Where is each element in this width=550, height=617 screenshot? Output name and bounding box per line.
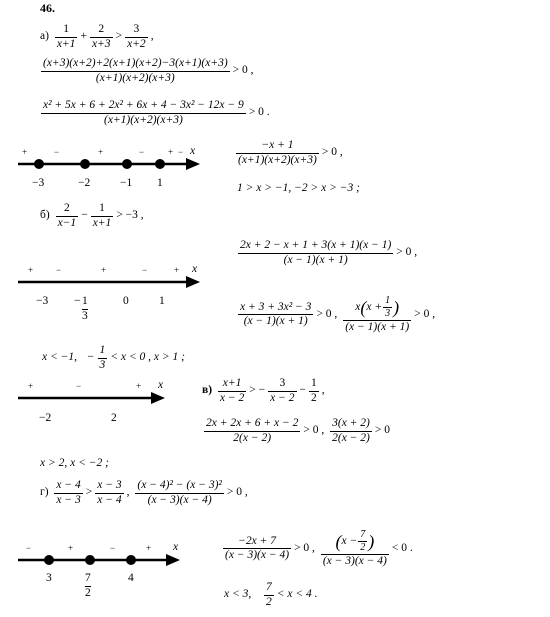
part-g-inequality: г) $\frac{x - 4}{x - 3}$ > $\frac{x - 3}{x - 4}$ , $\frac{\text{(x − 4)² − (x − 3)²}}{(x - 3)(x - 4)}$ > 0 , <box>40 479 248 506</box>
part-b-label: б) <box>40 209 50 222</box>
part-b-step2: $\frac{\text{x + 3 + 3x² − 3}}{(x - 1)(x + 1)}$ > 0 , x(x + $\frac{1}{3}$ ) (x − 1)(x + 1) > 0 , <box>240 295 436 333</box>
number-line-g: − + − + x 3 4 $\frac{7}{2}$ <box>26 541 179 599</box>
part-g-step1: $\frac{-2x + 7}{(x - 3)(x - 4)}$ > 0 , (x − $\frac{7}{2}$ ) (x − 3)(x − 4) < 0 . <box>225 529 413 567</box>
part-a-label: а) <box>40 30 49 43</box>
part-a-inequality: а) $\frac{1}{x+1}$ + $\frac{2}{x+3}$ > $\frac{3}{x+2}$ , <box>40 23 154 50</box>
part-b-answer: x < −1, − $\frac{1}{3}$ < x < 0 , x > 1 ; <box>42 344 185 371</box>
point-a-1 <box>34 159 44 169</box>
point-a-4 <box>155 159 165 169</box>
point-g-1 <box>44 555 54 565</box>
point-a-2 <box>80 159 90 169</box>
part-b-step1: $\frac{2x + 2 - x + 1 + 3(x + 1)(x - 1)}{(x - 1)(x + 1)}$ > 0 , <box>240 239 418 266</box>
part-v-label: в) <box>202 384 213 397</box>
point-a-3 <box>122 159 132 169</box>
number-line-a: + − + − + − x −3 −2 −1 1 <box>18 145 203 185</box>
number-line-v: + − + x −2 2 <box>28 379 164 424</box>
part-b-inequality: б) $\frac{2}{x-1}$ − $\frac{1}{x+1}$ > −3 , <box>40 202 144 229</box>
point-g-2 <box>85 555 95 565</box>
part-a-answer: 1 > x > −1, −2 > x > −3 ; <box>237 182 360 194</box>
part-g-answer: x < 3, $\frac{7}{2}$ < x < 4 . <box>224 581 318 608</box>
part-v-step1: $\frac{2x + 2x + 6 + x - 2}{2(x - 2)}$ > 0 , $\frac{3(x + 2)}{2(x - 2)}$ > 0 <box>206 417 391 444</box>
part-g-label: г) <box>40 486 49 499</box>
part-v-answer: x > 2, x < −2 ; <box>40 457 109 469</box>
point-g-3 <box>126 555 136 565</box>
part-a-step2: $\frac{\text{x² + 5x + 6 + 2x² + 6x + 4 − 3x² − 12x − 9}}{(x+1)(x+2)(x+3)}$ > 0 . <box>43 99 270 126</box>
part-a-step3: $\frac{-x + 1}{(x+1)(x+2)(x+3)}$ > 0 , <box>238 139 343 166</box>
problem-number: 46. <box>40 1 55 15</box>
part-v-inequality: в) $\frac{x+1}{x - 2}$ > − $\frac{3}{x - 2}$ − $\frac{1}{2}$ , <box>202 377 325 404</box>
number-line-b: + − + − + x −3 0 1 − $\frac{1}{3}$ <box>18 263 203 303</box>
part-a-step1: $\frac{(x+3)(x+2)+2(x+1)(x+2)-3(x+1)(x+3)}{(x+1)(x+2)(x+3)}$ > 0 , <box>43 57 254 84</box>
